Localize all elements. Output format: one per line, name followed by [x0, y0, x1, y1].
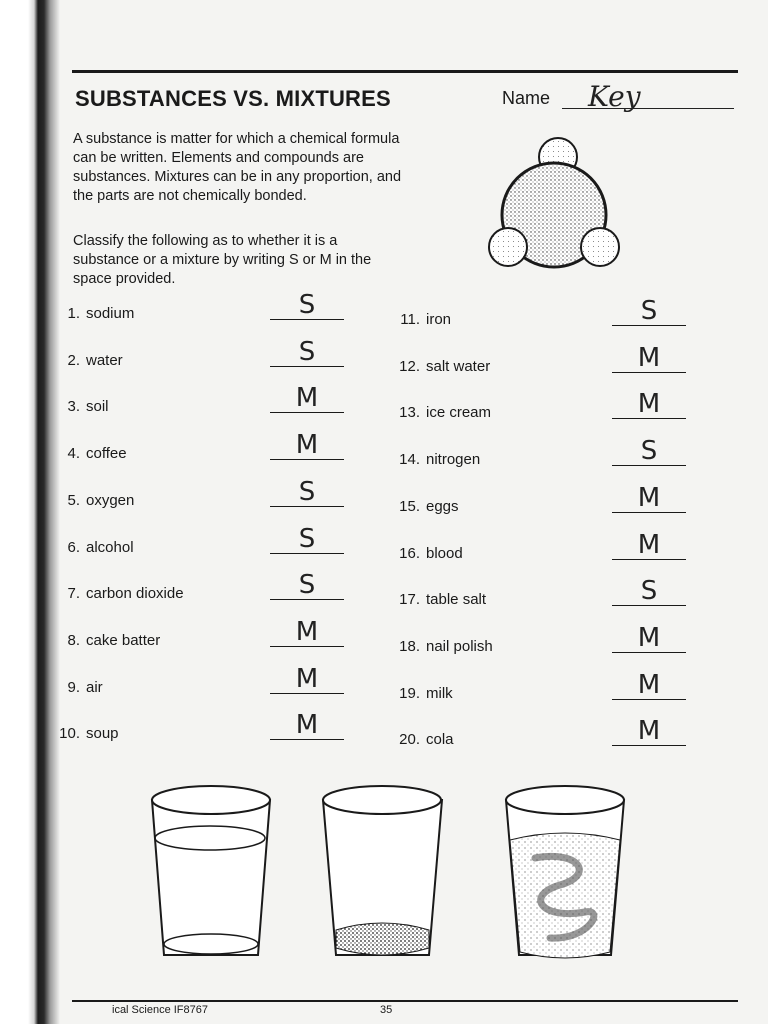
question-item [52, 663, 342, 705]
answer-blank[interactable]: M [270, 431, 344, 460]
molecule-illustration [482, 135, 622, 275]
bottom-rule [72, 1000, 738, 1002]
question-term: table salt [426, 591, 487, 609]
instructions-paragraph: Classify the following as to whether it is a substance or a mixture by writing S or M in the space provided. [73, 233, 372, 287]
question-term: alcohol [86, 538, 134, 556]
page-number: 35 [380, 1004, 393, 1016]
answer-blank[interactable]: S [270, 478, 344, 507]
question-term: cola [426, 731, 454, 749]
intro-paragraph: A substance is matter for which a chemical formula can be written. Elements and compounds are substances. Mixtures can be in any proportion, and the parts are not chemically bonded. [73, 131, 402, 204]
question-number: 5. [67, 491, 80, 509]
name-label: Name [502, 88, 551, 108]
answer-blank[interactable]: M [270, 384, 344, 413]
small-atom-left [489, 228, 527, 266]
question-term: soil [86, 398, 109, 416]
question-item [52, 430, 342, 471]
question-item [392, 436, 682, 477]
answer-blank[interactable]: S [612, 297, 686, 326]
answer-blank[interactable]: S [270, 525, 344, 554]
answer-blank[interactable]: M [612, 344, 686, 373]
question-number: 14. [399, 451, 420, 469]
question-term: milk [426, 684, 453, 702]
question-item [52, 523, 342, 565]
question-number: 19. [399, 684, 420, 702]
question-item [52, 476, 342, 518]
binding-shadow [0, 0, 60, 1024]
answer-blank[interactable]: S [612, 577, 686, 606]
answer-blank[interactable]: M [270, 665, 344, 694]
question-number: 11. [400, 311, 420, 328]
question-item [52, 383, 342, 424]
answer-blank[interactable]: M [612, 531, 686, 560]
question-item [392, 529, 682, 571]
question-number: 6. [67, 538, 80, 556]
question-number: 16. [399, 544, 420, 562]
question-item [392, 576, 682, 617]
question-item [392, 716, 682, 757]
answer-blank[interactable]: M [270, 618, 344, 647]
small-atom-right [581, 228, 619, 266]
question-item [52, 570, 342, 611]
question-term: iron [426, 311, 452, 328]
question-number: 12. [399, 357, 420, 375]
glass-swirl-mixture [506, 786, 624, 958]
question-term: soup [86, 725, 119, 743]
question-item [392, 296, 682, 337]
question-item [392, 622, 682, 664]
question-term: ice cream [426, 404, 492, 422]
page-title: SUBSTANCES VS. MIXTURES [75, 86, 391, 111]
question-number: 18. [399, 637, 420, 655]
question-term: carbon dioxide [86, 585, 184, 603]
question-term: cake batter [86, 631, 161, 649]
question-item [392, 342, 682, 384]
question-item [392, 389, 682, 430]
answer-blank[interactable]: M [612, 717, 686, 746]
question-term: blood [426, 544, 463, 562]
question-number: 20. [399, 731, 420, 749]
answer-blank[interactable]: M [612, 484, 686, 513]
question-term: nail polish [426, 637, 493, 655]
answer-blank[interactable]: M [612, 624, 686, 653]
footer-publisher: ical Science IF8767 [112, 1004, 208, 1016]
question-number: 4. [67, 445, 80, 463]
question-number: 3. [67, 398, 80, 416]
question-term: oxygen [86, 491, 135, 509]
glasses-illustration [140, 780, 640, 970]
answer-blank[interactable]: S [270, 291, 344, 320]
question-number: 2. [67, 351, 80, 369]
glass-sediment [323, 786, 442, 955]
question-number: 9. [67, 678, 80, 696]
question-term: nitrogen [426, 451, 481, 469]
question-number: 8. [67, 631, 80, 649]
question-number: 7. [67, 585, 80, 603]
question-term: sodium [86, 305, 135, 322]
question-item [52, 710, 342, 751]
answer-blank[interactable]: M [612, 671, 686, 700]
question-term: eggs [426, 497, 459, 515]
question-item [52, 616, 342, 658]
question-term: water [86, 351, 123, 369]
question-number: 15. [399, 497, 420, 515]
question-term: salt water [426, 357, 491, 375]
answer-blank[interactable]: M [612, 390, 686, 419]
question-number: 17. [399, 591, 420, 609]
question-item [52, 336, 342, 378]
answer-blank[interactable]: S [270, 571, 344, 600]
question-item [392, 482, 682, 524]
top-rule [72, 70, 738, 73]
question-term: coffee [86, 445, 127, 463]
question-item [392, 669, 682, 711]
answer-blank[interactable]: S [270, 338, 344, 367]
answer-blank[interactable]: M [270, 711, 344, 740]
question-term: air [86, 678, 103, 696]
name-value: Key [588, 80, 641, 113]
answer-blank[interactable]: S [612, 437, 686, 466]
question-number: 10. [59, 725, 80, 743]
question-number: 13. [399, 404, 420, 422]
question-item [52, 290, 342, 331]
glass-clear-liquid [152, 786, 270, 955]
question-number: 1. [67, 305, 80, 322]
